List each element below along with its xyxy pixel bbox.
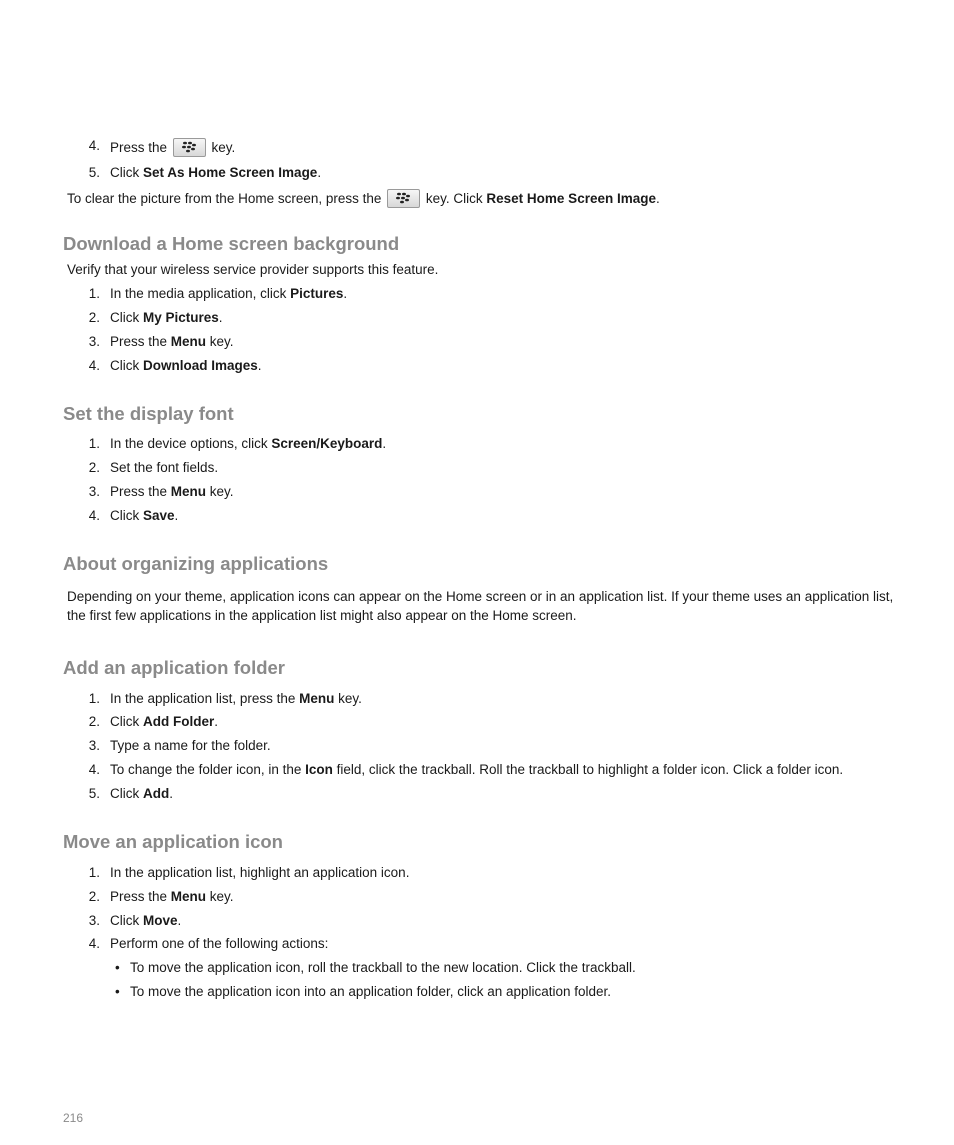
step-number: 4. <box>88 936 100 951</box>
step-text: Set the font fields. <box>110 460 219 475</box>
step-text: To change the folder icon, in the Icon field, click the trackball. Roll the trackball to highlight a folder icon. Click a folder icon. <box>110 762 844 777</box>
step-text: Click Add. <box>110 786 174 801</box>
section-heading: About organizing applications <box>63 553 329 574</box>
step-number: 1. <box>88 286 100 301</box>
step-text: Click Move. <box>110 913 182 928</box>
section-heading: Move an application icon <box>63 831 283 852</box>
section-intro: Verify that your wireless service provider supports this feature. <box>67 262 439 277</box>
section-body: Depending on your theme, application icons can appear on the Home screen or in an application list. If your theme uses an application list, the first few applications in the application list might also appear on the Home screen. <box>67 589 894 623</box>
step-text: In the application list, highlight an application icon. <box>110 865 410 880</box>
step-number: 3. <box>88 738 100 753</box>
step-text: Press the key. <box>110 140 236 155</box>
step-number: 3. <box>88 913 100 928</box>
step-number: 4. <box>88 138 100 153</box>
step-text: Perform one of the following actions: <box>110 936 329 951</box>
step-number: 4. <box>88 508 100 523</box>
step-number: 1. <box>88 691 100 706</box>
clear-note: To clear the picture from the Home screen, press the key. Click Reset Home Screen Image. <box>67 191 660 206</box>
step-number: 2. <box>88 310 100 325</box>
step-text: In the application list, press the Menu key. <box>110 691 362 706</box>
step-number: 2. <box>88 460 100 475</box>
step-text: Click Set As Home Screen Image. <box>110 165 322 180</box>
step-text: Click My Pictures. <box>110 310 223 325</box>
page-number: 216 <box>63 1111 84 1125</box>
section-heading: Download a Home screen background <box>63 233 400 254</box>
step-text: Press the Menu key. <box>110 484 234 499</box>
step-number: 5. <box>88 165 100 180</box>
step-text: Click Download Images. <box>110 358 262 373</box>
step-text: Type a name for the folder. <box>110 738 271 753</box>
bullet-marker: • <box>115 960 120 975</box>
bullet-text: To move the application icon into an application folder, click an application folder. <box>130 984 612 999</box>
step-number: 2. <box>88 889 100 904</box>
step-number: 1. <box>88 436 100 451</box>
bullet-text: To move the application icon, roll the trackball to the new location. Click the trackball. <box>130 960 636 975</box>
step-number: 4. <box>88 358 100 373</box>
step-number: 2. <box>88 714 100 729</box>
step-text: Click Save. <box>110 508 179 523</box>
step-number: 4. <box>88 762 100 777</box>
step-number: 1. <box>88 865 100 880</box>
section-heading: Add an application folder <box>63 657 286 678</box>
step-text: In the media application, click Pictures. <box>110 286 348 301</box>
section-heading: Set the display font <box>63 403 234 424</box>
bullet-marker: • <box>115 984 120 999</box>
blackberry-key-icon <box>173 138 206 157</box>
step-number: 3. <box>88 334 100 349</box>
step-text: Press the Menu key. <box>110 334 234 349</box>
step-number: 5. <box>88 786 100 801</box>
blackberry-key-icon <box>387 189 420 208</box>
step-text: Press the Menu key. <box>110 889 234 904</box>
step-number: 3. <box>88 484 100 499</box>
step-text: Click Add Folder. <box>110 714 219 729</box>
step-text: In the device options, click Screen/Keyboard. <box>110 436 387 451</box>
